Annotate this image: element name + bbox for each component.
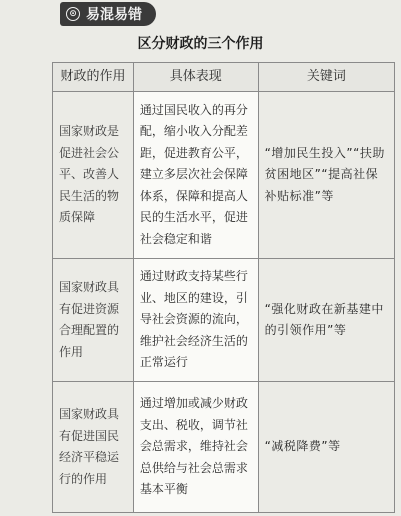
comparison-table bbox=[52, 62, 395, 513]
keywords-cell: “减税降费”等 bbox=[258, 382, 394, 513]
role-cell: 国家财政是促进社会公平、改善人民生活的物质保障 bbox=[53, 92, 134, 259]
section-tag-label: 易混易错 bbox=[86, 7, 142, 23]
table-row bbox=[53, 382, 395, 513]
section-tag bbox=[60, 2, 156, 26]
table-row bbox=[53, 259, 395, 382]
role-cell: 国家财政具有促进国民经济平稳运行的作用 bbox=[53, 382, 134, 513]
table-title: 区分财政的三个作用 bbox=[137, 36, 264, 52]
manifestation-cell: 通过增加或减少财政支出、税收，调节社会总需求，维持社会总供给与社会总需求基本平衡 bbox=[133, 382, 258, 513]
table-header-row bbox=[53, 63, 395, 92]
keywords-cell: “增加民生投入”“扶助贫困地区”“提高社保补贴标准”等 bbox=[258, 92, 394, 259]
manifestation-cell: 通过财政支持某些行业、地区的建设，引导社会资源的流向，维护社会经济生活的正常运行 bbox=[133, 259, 258, 382]
table-row bbox=[53, 92, 395, 259]
column-header-keywords: 关键词 bbox=[258, 63, 394, 92]
column-header-role: 财政的作用 bbox=[53, 63, 134, 92]
manifestation-cell: 通过国民收入的再分配，缩小收入分配差距，促进教育公平，建立多层次社会保障体系，保障和提高人民的生活水平，促进社会稳定和谐 bbox=[133, 92, 258, 259]
role-cell: 国家财政具有促进资源合理配置的作用 bbox=[53, 259, 134, 382]
keywords-cell: “强化财政在新基建中的引领作用”等 bbox=[258, 259, 394, 382]
column-header-manifestation: 具体表现 bbox=[133, 63, 258, 92]
search-icon: ⊙ bbox=[66, 7, 80, 21]
